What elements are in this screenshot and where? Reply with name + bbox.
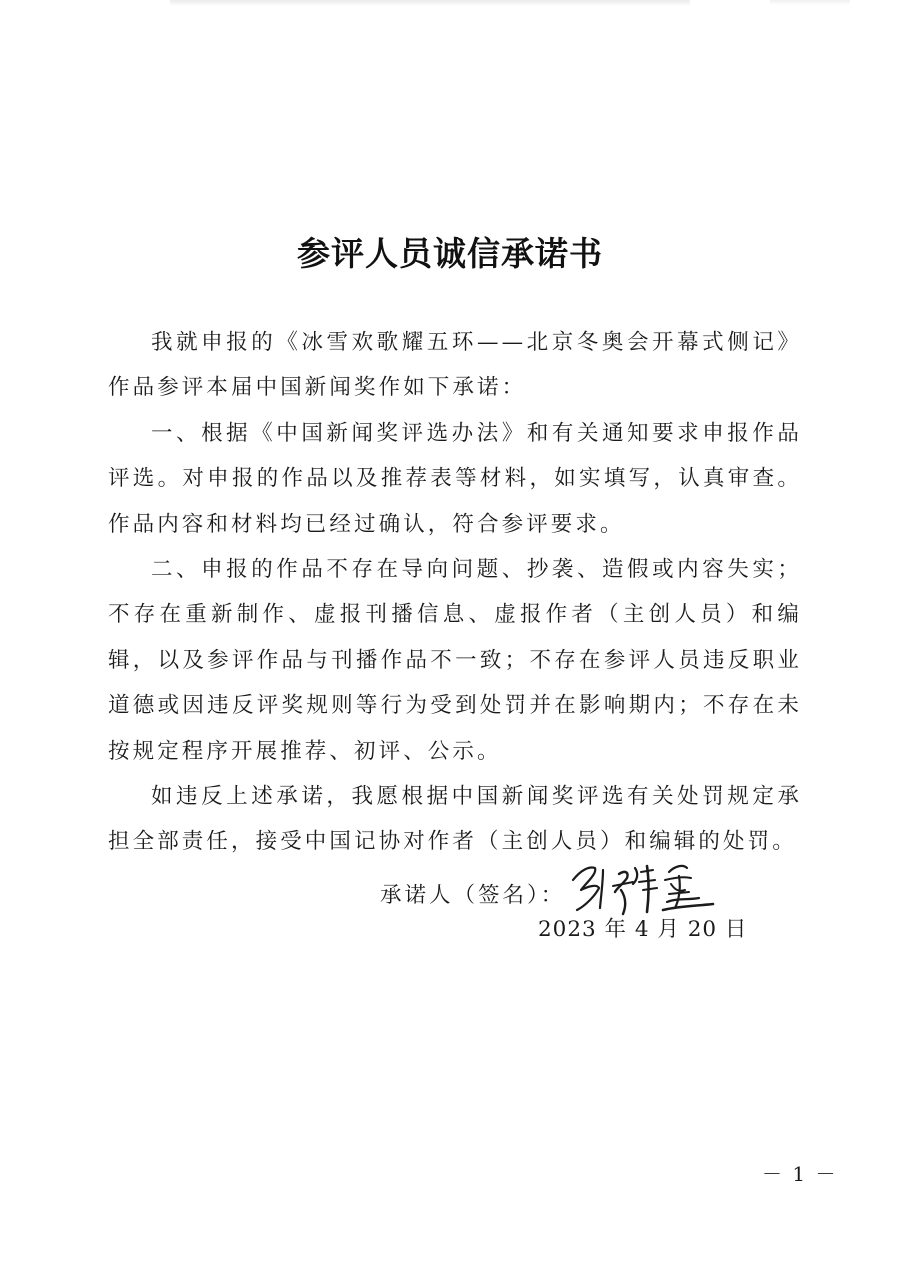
signature-label: 承诺人（签名）： [380,882,566,908]
page-number: － 1 － [762,1162,838,1186]
scan-edge-shadow-right [770,0,850,5]
scan-edge-shadow [170,0,690,6]
paragraph-commitment-2: 二、申报的作品不存在导向问题、抄袭、造假或内容失实；不存在重新制作、虚报刊播信息、虚报作者（主创人员）和编辑，以及参评作品与刊播作品不一致；不存在参评人员违反职业道德或因违反评奖规则等行为受到处罚并在影响期内；不存在未按规定程序开展推荐、初评、公示。 [108,557,802,764]
paragraph-intro: 我就申报的《冰雪欢歌耀五环——北京冬奥会开幕式侧记》作品参评本届中国新闻奖作如下承诺： [108,330,802,401]
paragraph-commitment-1: 一、根据《中国新闻奖评选办法》和有关通知要求申报作品评选。对申报的作品以及推荐表等材料，如实填写，认真审查。作品内容和材料均已经过确认，符合参评要求。 [108,420,802,537]
document-body [108,320,802,865]
paragraph-liability: 如违反上述承诺，我愿根据中国新闻奖评选有关处罚规定承担全部责任，接受中国记协对作者（主创人员）和编辑的处罚。 [108,784,802,855]
signature-line [380,868,717,918]
handwritten-signature-icon [567,856,717,918]
document-title: 参评人员诚信承诺书 [297,234,603,273]
document-date: 2023 年 4 月 20 日 [538,917,748,942]
